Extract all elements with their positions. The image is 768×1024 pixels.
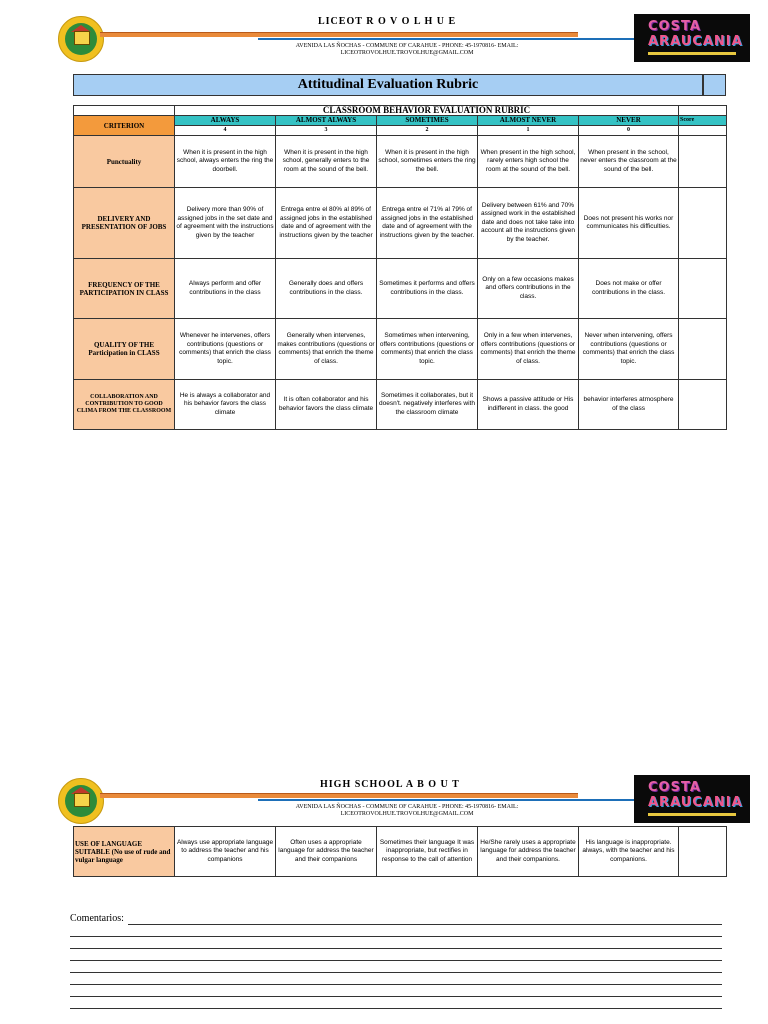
level-points: 2 <box>377 126 478 136</box>
criterion-cell: DELIVERY AND PRESENTATION OF JOBS <box>74 188 175 259</box>
level-header: ALWAYS <box>175 116 276 126</box>
comment-line[interactable] <box>128 924 722 925</box>
score-cell[interactable] <box>679 188 727 259</box>
descriptor-cell: Sometimes it collaborates, but it doesn't. negatively interferes with the classroom climate <box>377 380 478 430</box>
score-header: Score <box>679 116 727 126</box>
descriptor-cell: His language is inappropriate. always, with the teacher and his companions. <box>579 827 679 877</box>
descriptor-cell: Sometimes it performs and offers contributions in the class. <box>377 259 478 319</box>
header-orange-bar <box>100 32 578 37</box>
level-points: 1 <box>478 126 579 136</box>
header-orange-bar <box>100 793 578 798</box>
score-cell[interactable] <box>679 827 727 877</box>
comment-line[interactable] <box>70 972 722 973</box>
school-address: AVENIDA LAS ÑOCHAS - COMMUNE OF CARAHUE - PHONE: 45-1970816- EMAIL: LICEOTROVOLHUE.TROVOLHUE@GMAIL.COM <box>295 804 519 817</box>
rubric-table-blank <box>74 106 175 116</box>
descriptor-cell: Delivery more than 90% of assigned jobs in the set date and of agreement with the instructions given by the teacher <box>175 188 276 259</box>
table-row <box>74 827 727 877</box>
comments-label: Comentarios: <box>70 913 124 924</box>
school-name: LICEOT R O V O L H U E <box>318 16 457 27</box>
score-blank <box>679 126 727 136</box>
descriptor-cell: Often uses a appropriate language for address the teacher and their companions <box>276 827 377 877</box>
table-row <box>74 136 727 188</box>
rubric-table-blank <box>679 106 727 116</box>
score-cell[interactable] <box>679 259 727 319</box>
rubric-title: Attitudinal Evaluation Rubric <box>73 74 703 96</box>
rubric-table-title: CLASSROOM BEHAVIOR EVALUATION RUBRIC <box>175 106 679 116</box>
descriptor-cell: When present in the high school, rarely enters high school the room at the sound of the bell. <box>478 136 579 188</box>
criterion-cell: QUALITY OF THE Participation in CLASS <box>74 319 175 380</box>
costa-araucania-logo: COSTA ARAUCANIA <box>634 775 750 823</box>
criterion-header: CRITERION <box>74 116 175 136</box>
descriptor-cell: behavior interferes atmosphere of the class <box>579 380 679 430</box>
descriptor-cell: Only on a few occasions makes and offers contributions in the class. <box>478 259 579 319</box>
rubric-title-side-cell <box>703 74 726 96</box>
rubric-table <box>73 105 727 430</box>
descriptor-cell: He/She rarely uses a appropriate language for address the teacher and their companions. <box>478 827 579 877</box>
descriptor-cell: Entrega entre el 80% al 89% of assigned jobs in the established date and of agreement with the instructions given by the teacher <box>276 188 377 259</box>
school-logo <box>58 778 104 824</box>
score-cell[interactable] <box>679 380 727 430</box>
comment-line[interactable] <box>70 996 722 997</box>
descriptor-cell: Only in a few when intervenes, offers contributions (questions or comments) that enrich the theme of class. <box>478 319 579 380</box>
comment-line[interactable] <box>70 936 722 937</box>
school-address: AVENIDA LAS ÑOCHAS - COMMUNE OF CARAHUE - PHONE: 45-1970816- EMAIL: LICEOTROVOLHUE.TROVOLHUE@GMAIL.COM <box>295 43 519 56</box>
descriptor-cell: Generally does and offers contributions in the class. <box>276 259 377 319</box>
comment-line[interactable] <box>70 960 722 961</box>
level-header: ALMOST ALWAYS <box>276 116 377 126</box>
descriptor-cell: Does not make or offer contributions in the class. <box>579 259 679 319</box>
level-points: 3 <box>276 126 377 136</box>
level-points: 4 <box>175 126 276 136</box>
descriptor-cell: When it is present in the high school, always enters the ring the doorbell. <box>175 136 276 188</box>
comment-line[interactable] <box>70 948 722 949</box>
descriptor-cell: When it is present in the high school, generally enters to the room at the sound of the bell. <box>276 136 377 188</box>
descriptor-cell: Delivery between 61% and 70% assigned work in the established date and does not take take into account all the instructions given by the teacher. <box>478 188 579 259</box>
table-row <box>74 188 727 259</box>
school-logo <box>58 16 104 62</box>
score-cell[interactable] <box>679 319 727 380</box>
level-header: SOMETIMES <box>377 116 478 126</box>
descriptor-cell: He is always a collaborator and his behavior favors the class climate <box>175 380 276 430</box>
descriptor-cell: Does not present his works nor communicates his difficulties. <box>579 188 679 259</box>
descriptor-cell: When it is present in the high school, sometimes enters the ring the bell. <box>377 136 478 188</box>
table-row <box>74 319 727 380</box>
criterion-cell: Punctuality <box>74 136 175 188</box>
table-row <box>74 259 727 319</box>
language-table <box>73 826 727 877</box>
descriptor-cell: Always use appropriate language to address the teacher and his companions <box>175 827 276 877</box>
criterion-cell: FREQUENCY OF THE PARTICIPATION IN CLASS <box>74 259 175 319</box>
descriptor-cell: Entrega entre el 71% al 79% of assigned jobs in the established date and of agreement with the instructions given by the teacher. <box>377 188 478 259</box>
level-header: NEVER <box>579 116 679 126</box>
level-points: 0 <box>579 126 679 136</box>
table-row <box>74 380 727 430</box>
header-blue-bar <box>258 799 638 801</box>
descriptor-cell: Generally when intervenes, makes contributions (questions or comments) that enrich the theme of class. <box>276 319 377 380</box>
descriptor-cell: Shows a passive attitude or His indifferent in class. the good <box>478 380 579 430</box>
descriptor-cell: Sometimes their language It was inappropriate, but rectifies in response to the call of attention <box>377 827 478 877</box>
header-blue-bar <box>258 38 638 40</box>
comment-line[interactable] <box>70 1008 722 1009</box>
level-header: ALMOST NEVER <box>478 116 579 126</box>
descriptor-cell: Never when intervening, offers contributions (questions or comments) that enrich the class topic. <box>579 319 679 380</box>
descriptor-cell: Always perform and offer contributions in the class <box>175 259 276 319</box>
costa-araucania-logo: COSTA ARAUCANIA <box>634 14 750 62</box>
descriptor-cell: When present in the school, never enters the classroom at the sound of the bell. <box>579 136 679 188</box>
descriptor-cell: It is often collaborator and his behavior favors the class climate <box>276 380 377 430</box>
score-cell[interactable] <box>679 136 727 188</box>
school-name: HIGH SCHOOL A B O U T <box>320 779 460 790</box>
descriptor-cell: Whenever he intervenes, offers contributions (questions or comments) that enrich the class topic. <box>175 319 276 380</box>
descriptor-cell: Sometimes when intervening, offers contributions (questions or comments) that enrich the class topic. <box>377 319 478 380</box>
criterion-cell: USE OF LANGUAGE SUITABLE (No use of rude and vulgar language <box>74 827 175 877</box>
comment-line[interactable] <box>70 984 722 985</box>
criterion-cell: COLLABORATION AND CONTRIBUTION TO GOOD CLIMA FROM THE CLASSROOM <box>74 380 175 430</box>
